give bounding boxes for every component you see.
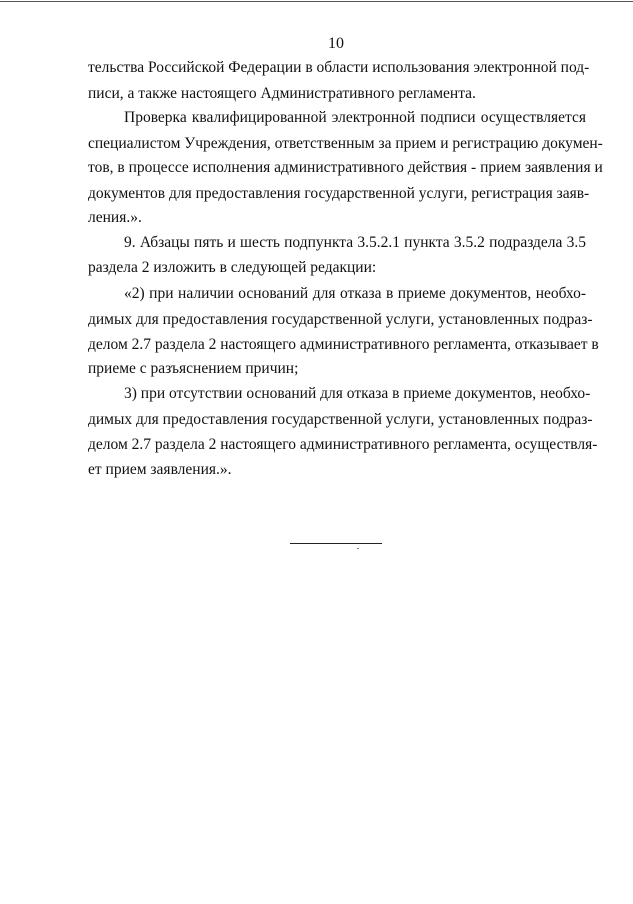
text-line: 9. Абзацы пять и шесть подпункта 3.5.2.1 пункта 3.5.2 подраздела 3.5 xyxy=(124,234,586,251)
text-line: 3) при отсутствии оснований для отказа в приеме документов, необхо- xyxy=(124,385,591,402)
text-line: раздела 2 изложить в следующей редакции: xyxy=(88,259,377,276)
end-rule-mark xyxy=(357,548,359,549)
text-line: димых для предоставления государственной услуги, установленных подраз- xyxy=(88,411,593,428)
text-line: делом 2.7 раздела 2 настоящего административного регламента, осуществля- xyxy=(88,436,598,453)
text-line: «2) при наличии оснований для отказа в приеме документов, необхо- xyxy=(124,285,586,302)
text-line: ет прием заявления.». xyxy=(88,461,232,478)
text-line: специалистом Учреждения, ответственным за прием и регистрацию докумен- xyxy=(88,135,603,152)
text-line: тов, в процессе исполнения административного действия - прием заявления и xyxy=(88,159,603,176)
text-line: димых для предоставления государственной услуги, установленных подраз- xyxy=(88,311,593,328)
text-line: тельства Российской Федерации в области использования электронной под- xyxy=(88,59,590,76)
text-line: приеме с разъяснением причин; xyxy=(88,360,299,377)
text-line: ления.». xyxy=(88,209,142,226)
end-of-document-rule xyxy=(290,543,382,544)
page-number: 10 xyxy=(328,35,344,52)
text-line: Проверка квалифицированной электронной подписи осуществляется xyxy=(124,109,586,126)
text-line: документов для предоставления государственной услуги, регистрация заяв- xyxy=(88,185,590,202)
top-border-line xyxy=(0,1,633,2)
text-line: писи, а также настоящего Административного регламента. xyxy=(88,85,476,102)
text-line: делом 2.7 раздела 2 настоящего административного регламента, отказывает в xyxy=(88,336,599,353)
